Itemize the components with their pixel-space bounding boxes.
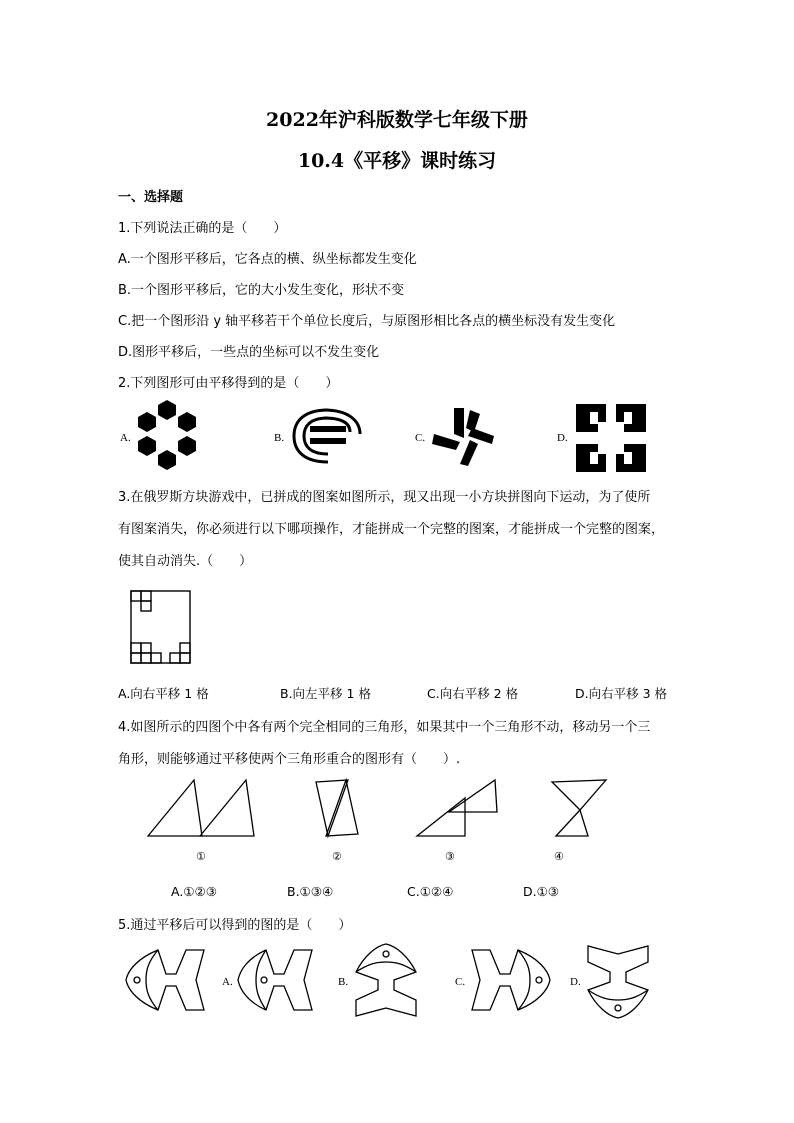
question-5-stem: 5.通过平移后可以得到的图的是（ ） [118, 918, 352, 933]
q4-figure-1-label: ① [196, 851, 206, 863]
q2-label-d: D. [557, 432, 568, 444]
q4-figure-2 [312, 776, 362, 840]
question-4-stem-line-2: 角形，则能够通过平移使两个三角形重合的图形有（ ）. [118, 752, 461, 767]
q4-figure-2-label: ② [332, 851, 342, 863]
q4-figure-4 [548, 776, 610, 840]
question-4-option-a: A.①②③ [171, 884, 217, 899]
q2-figure-c-pinwheel [430, 404, 496, 468]
question-3-option-b: B.向左平移 1 格 [280, 686, 371, 701]
q5-option-c-fish [468, 946, 552, 1016]
question-3-stem-line-1: 3.在俄罗斯方块游戏中，已拼成的图案如图所示，现又出现一小方块拼图向下运动，为了使所 [118, 490, 651, 505]
q5-label-c: C. [455, 976, 466, 988]
question-1-option-b: B.一个图形平移后，它的大小发生变化，形状不变 [118, 283, 405, 298]
document-title: 2022年沪科版数学七年级下册 [266, 109, 528, 131]
q2-figure-d-pattern [572, 400, 650, 476]
question-3-stem-line-3: 使其自动消失.（ ） [118, 554, 253, 569]
q4-figure-1 [146, 776, 258, 840]
q2-label-b: B. [274, 432, 285, 444]
q5-label-a: A. [222, 976, 233, 988]
q5-option-d-fish [584, 942, 654, 1020]
question-4-stem-line-1: 4.如图所示的四图个中各有两个完全相同的三角形，如果其中一个三角形不动，移动另一个三 [118, 720, 651, 735]
section-heading: 一、选择题 [118, 190, 184, 205]
q4-figure-3-label: ③ [445, 851, 455, 863]
question-3-option-a: A.向右平移 1 格 [118, 686, 209, 701]
q5-option-b-fish [352, 942, 422, 1020]
q4-figure-4-label: ④ [554, 851, 564, 863]
question-1-option-c: C.把一个图形沿 y 轴平移若干个单位长度后，与原图形相比各点的横坐标没有发生变化 [118, 314, 616, 329]
q2-figure-b-interlocking-rings [288, 404, 366, 468]
q2-label-a: A. [120, 432, 131, 444]
question-3-stem-line-2: 有图案消失，你必须进行以下哪项操作，才能拼成一个完整的图案，才能拼成一个完整的图案， [118, 522, 665, 537]
q5-label-d: D. [570, 976, 581, 988]
q2-label-c: C. [415, 432, 426, 444]
q5-label-b: B. [338, 976, 349, 988]
question-1-stem: 1.下列说法正确的是（ ） [118, 221, 287, 236]
question-1-option-a: A.一个图形平移后，它各点的横、纵坐标都发生变化 [118, 252, 417, 267]
question-4-option-b: B.①③④ [287, 884, 334, 899]
question-3-option-c: C.向右平移 2 格 [427, 686, 519, 701]
question-3-option-d: D.向右平移 3 格 [575, 686, 667, 701]
question-1-option-d: D.图形平移后，一些点的坐标可以不发生变化 [118, 345, 380, 360]
q5-option-a-fish [236, 946, 316, 1016]
question-4-option-d: D.①③ [523, 884, 560, 899]
q3-tetris-figure [120, 588, 195, 668]
q5-original-fish [124, 946, 208, 1016]
document-subtitle: 10.4《平移》课时练习 [297, 150, 497, 172]
question-2-stem: 2.下列图形可由平移得到的是（ ） [118, 376, 339, 391]
q2-figure-a-hexagons [134, 398, 200, 478]
question-4-option-c: C.①②④ [407, 884, 454, 899]
q4-figure-3 [415, 776, 511, 840]
